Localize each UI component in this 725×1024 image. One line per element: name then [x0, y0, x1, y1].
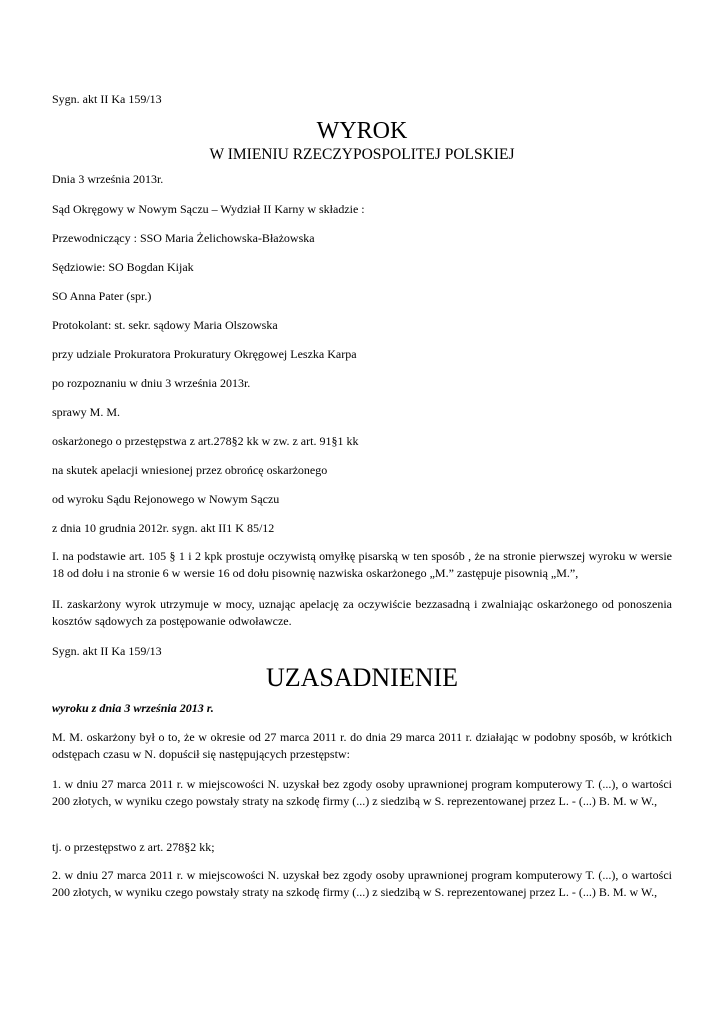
presiding-judge: Przewodniczący : SSO Maria Żelichowska-Błażowska [52, 231, 315, 245]
charges: oskarżonego o przestępstwa z art.278§2 kk w zw. z art. 91§1 kk [52, 434, 359, 448]
court-clerk: Protokolant: st. sekr. sądowy Maria Olszowska [52, 318, 278, 332]
justification-title: UZASADNIENIE [265, 663, 459, 692]
justification-signature: Sygn. akt II Ka 159/13 [52, 644, 162, 658]
case-signature: Sygn. akt II Ka 159/13 [52, 92, 162, 106]
verdict-point-2: II. zaskarżony wyrok utrzymuje w mocy, uznając apelację za oczywiście bezzasadną i zwalniając oskarżonego od ponoszenia kosztów sądowych za postępowanie odwoławcze. [52, 597, 672, 628]
lower-court-ref: z dnia 10 grudnia 2012r. sygn. akt II1 K 85/12 [52, 521, 275, 535]
charge-item-1: 1. w dniu 27 marca 2011 r. w miejscowości N. uzyskał bez zgody osoby uprawnionej program komputerowy T. (...), o wartości 200 złotych, w wyniku czego powstały straty na szkodę firmy (...) z siedzibą w S. reprezentowanej przez L. - (...) B. M. w W., [52, 777, 672, 808]
judgment-date: Dnia 3 września 2013r. [52, 172, 164, 186]
document-subtitle: W IMIENIU RZECZYPOSPOLITEJ POLSKIEJ [209, 146, 515, 163]
charge-item-1-qualification: tj. o przestępstwo z art. 278§2 kk; [52, 840, 215, 854]
document-title: WYROK [316, 118, 408, 144]
judge-rapporteur: SO Anna Pater (spr.) [52, 289, 152, 303]
charge-item-2: 2. w dniu 27 marca 2011 r. w miejscowości N. uzyskał bez zgody osoby uprawnionej program komputerowy T. (...), o wartości 200 złotych, w wyniku czego powstały straty na szkodę firmy (...) z siedzibą w S. reprezentowanej przez L. - (...) B. M. w W., [52, 868, 672, 899]
court-composition: Sąd Okręgowy w Nowym Sączu – Wydział II Karny w składzie : [52, 202, 365, 216]
hearing-date: po rozpoznaniu w dniu 3 września 2013r. [52, 376, 251, 390]
justification-subtitle: wyroku z dnia 3 września 2013 r. [52, 701, 214, 715]
judges: Sędziowie: SO Bogdan Kijak [52, 260, 194, 274]
verdict-point-1: I. na podstawie art. 105 § 1 i 2 kpk prostuje oczywistą omyłkę pisarską w ten sposób , że na stronie pierwszej wyroku w wersie 18 od dołu i na stronie 6 w wersie 16 od dołu pisownię nazwiska oskarżonego „M.” zastępuje pisownią „M.”, [52, 549, 672, 580]
justification-paragraph: M. M. oskarżony był o to, że w okresie od 27 marca 2011 r. do dnia 29 marca 2011 r. działając w podobny sposób, w krótkich odstępach czasu w N. dopuścił się następujących przestępstw: [52, 730, 672, 761]
lower-court: od wyroku Sądu Rejonowego w Nowym Sączu [52, 492, 280, 506]
case-party: sprawy M. M. [52, 405, 120, 419]
prosecutor: przy udziale Prokuratora Prokuratury Okręgowej Leszka Karpa [52, 347, 357, 361]
appeal-info: na skutek apelacji wniesionej przez obrońcę oskarżonego [52, 463, 328, 477]
